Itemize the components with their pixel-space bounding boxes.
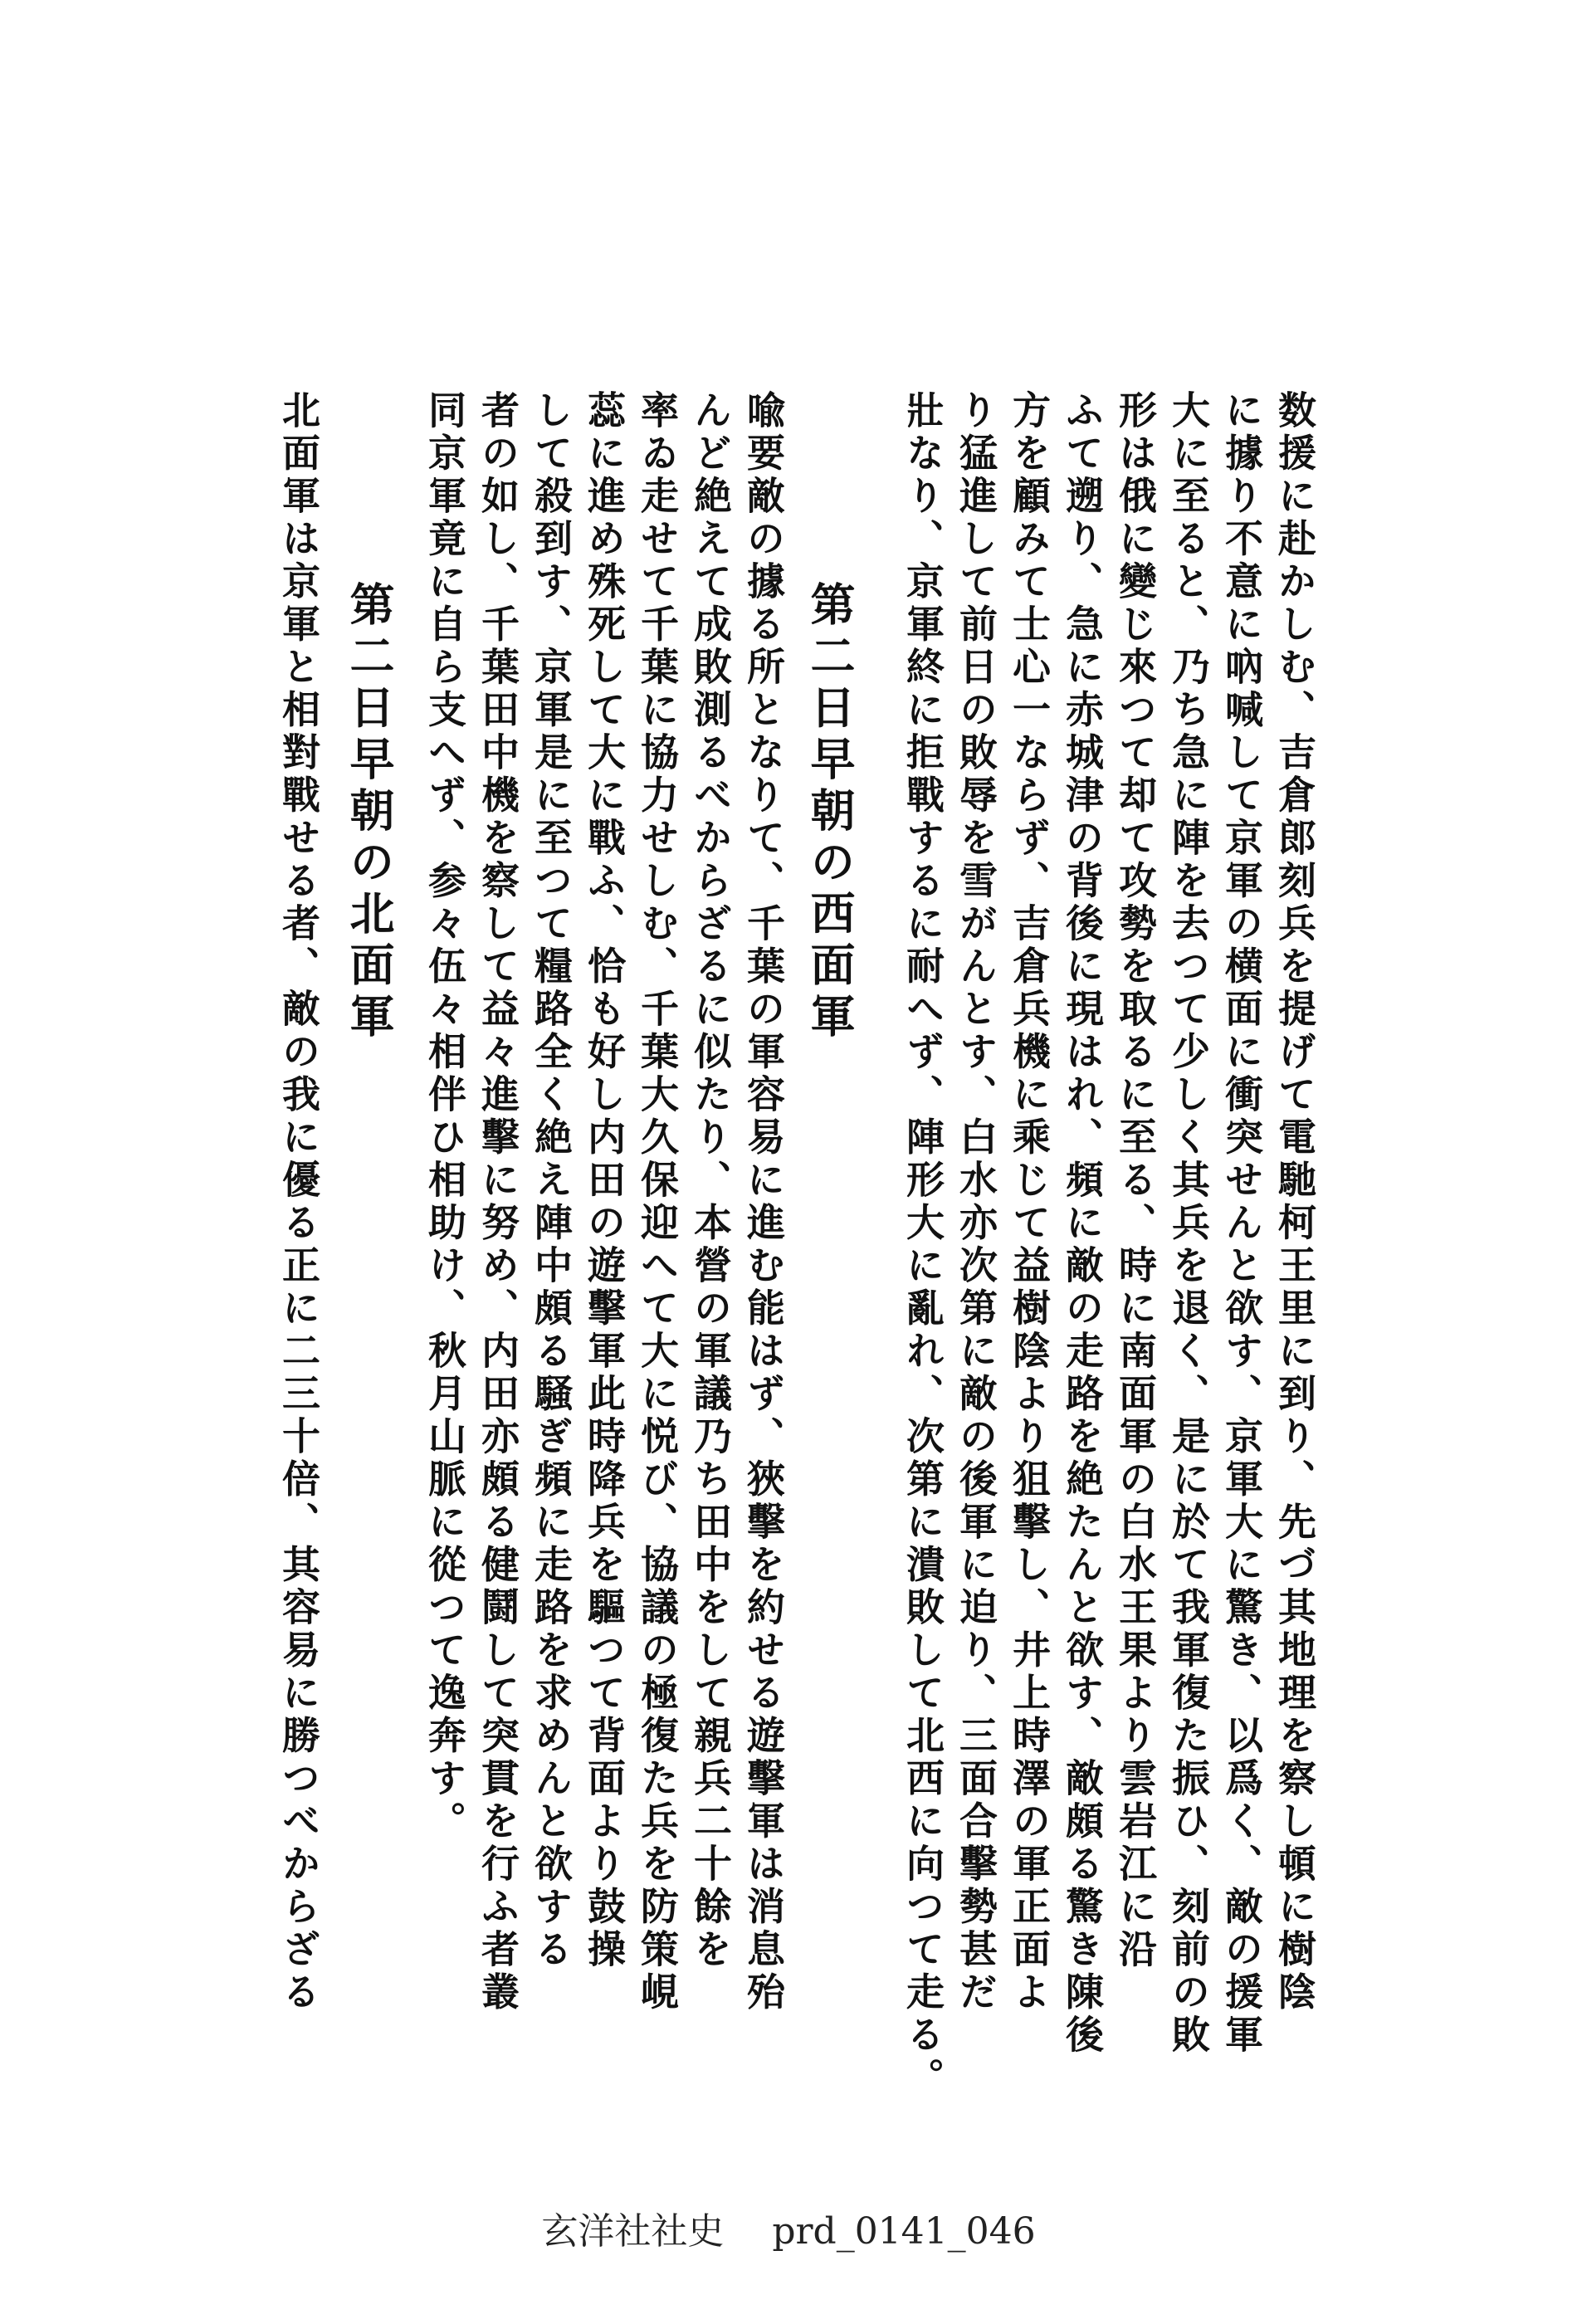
section-heading-north: 第二日早朝の北面軍 [343, 581, 396, 1044]
page-footer [0, 2201, 1577, 2254]
book-title: 玄洋社社史 [541, 2210, 725, 2253]
section-heading-west: 第二日早朝の西面軍 [803, 581, 857, 1044]
text-column: 壯なり、京軍終に拒戰するに耐へず、陣形大に亂れ、次第に潰敗して北西に向つて走る。 [901, 390, 945, 2100]
text-column: 方を顧みて士心一ならず、吉倉兵機に乘じて益樹陰より狙擊し、井上時澤の軍正面よ [1007, 390, 1052, 2014]
text-column: 率ゐ走せて千葉に協力せしむ、千葉大久保迎へて大に悦び、協議の極復た兵を防策峴 [635, 390, 680, 2014]
text-column: んど絶えて成敗測るべからざるに似たり、本營の軍議乃ち田中をして親兵二十餘を [688, 390, 733, 1972]
text-column: 大に至ると、乃ち急に陣を去つて少しく其兵を退く、是に於て我軍復た振ひ、刻前の敗 [1166, 390, 1211, 2058]
page-id: prd_0141_046 [772, 2210, 1036, 2253]
text-column: 北面軍は京軍と相對戰せる者、敵の我に優る正に二三十倍、其容易に勝つべからざる [276, 390, 321, 2014]
text-column: 形は俄に變じ來つて却て攻勢を取るに至る、時に南面軍の白水王果より雲岩江に沿 [1113, 390, 1158, 1972]
vertical-text-block [270, 390, 1324, 2100]
text-column: 喩要敵の據る所となりて、千葉の軍容易に進む能はず、狹擊を約せる遊擊軍は消息殆 [741, 390, 786, 2014]
text-column: 数援に赴かしむ、吉倉郎刻兵を提げて電馳柯王里に到り、先づ其地理を察し頓に樹陰 [1272, 390, 1317, 2014]
text-column: 同京軍竟に自ら支へず、参々伍々相伴ひ相助け、秋月山脈に從つて逸奔す。 [422, 390, 467, 1843]
text-column: に據り不意に吶喊して京軍の横面に衝突せんと欲す、京軍大に驚き、以爲く、敵の援軍 [1219, 390, 1264, 2058]
text-column: 者の如し、千葉田中機を察して益々進擊に努め、内田亦頗る健鬪して突貫を行ふ者叢 [476, 390, 520, 2014]
text-column: して殺到す、京軍是に至つて糧路全く絶え陣中頗る騒ぎ頻に走路を求めんと欲する [529, 390, 574, 1972]
text-column: 蕊に進め殊死して大に戰ふ、恰も好し内田の遊擊軍此時降兵を驅つて背面より鼓操 [582, 390, 627, 1972]
text-column: り猛進して前日の敗辱を雪がんとす、白水亦次第に敵の後軍に迫り、三面合擊勢甚だ [954, 390, 998, 2014]
text-column: ふて遡り、急に赤城津の背後に現はれ、頻に敵の走路を絶たんと欲す、敵頗る驚き陳後 [1060, 390, 1105, 2058]
